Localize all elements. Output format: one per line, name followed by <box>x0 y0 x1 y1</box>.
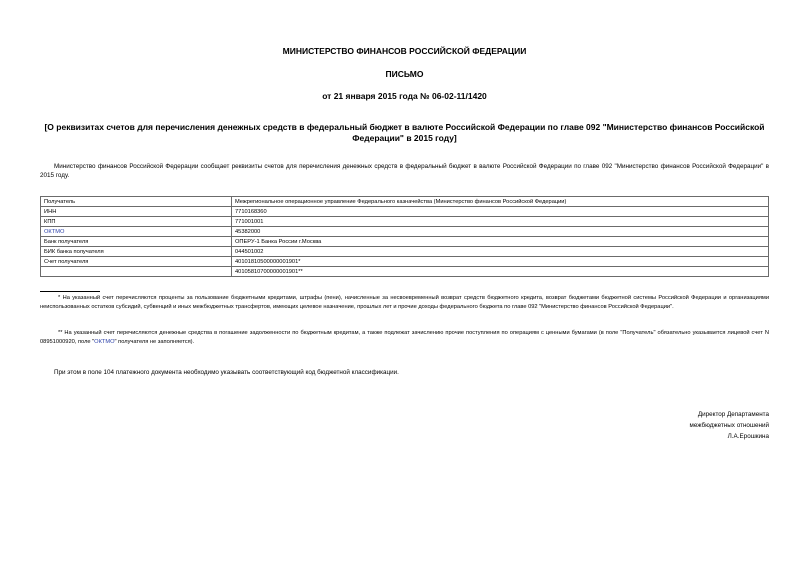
signature-name: Л.А.Ерошкина <box>727 433 769 440</box>
footnote-2 <box>40 329 769 346</box>
table-row <box>41 207 769 217</box>
footnote-divider <box>40 291 100 292</box>
oktmo-link[interactable]: ОКТМО <box>44 228 65 235</box>
row-value-bank: ОПЕРУ-1 Банка России г.Москва <box>232 237 769 247</box>
row-label-account: Счет получателя <box>41 257 232 267</box>
table-row <box>41 227 769 237</box>
row-value-kpp: 771001001 <box>232 217 769 227</box>
intro-paragraph: Министерство финансов Российской Федерации сообщает реквизиты счетов для перечисления денежных средств в федеральный бюджет в валюте Российской Федерации по главе 092 "Министерство финансов Российской Федерации" в 2015 году. <box>40 163 769 179</box>
document-subject: [О реквизитах счетов для перечисления денежных средств в федеральный бюджет в валюте Российской Федерации по главе 092 "Министерство финансов Российской Федерации" в 2015 году] <box>44 122 765 143</box>
signature-department: межбюджетных отношений <box>689 422 769 429</box>
table-row <box>41 197 769 207</box>
signature-position: Директор Департамента <box>697 411 769 418</box>
row-label-kpp: КПП <box>41 217 232 227</box>
row-value-bik: 044501002 <box>232 247 769 257</box>
table-row <box>41 257 769 267</box>
oktmo-footnote-link[interactable]: ОКТМО <box>94 338 115 345</box>
row-value-recipient: Межрегиональное операционное управление Федерального казначейства (Министерство финансов Российской Федерации) <box>232 197 769 207</box>
row-value-inn: 7710168360 <box>232 207 769 217</box>
ministry-heading: МИНИСТЕРСТВО ФИНАНСОВ РОССИЙСКОЙ ФЕДЕРАЦИИ <box>282 46 527 56</box>
footnote-1: * На указанный счет перечисляются проценты за пользование бюджетными кредитами, штрафы (пени), начисленные за несвоевременный возврат средств бюджетного кредита, возврат бюджетами бюджетной системы Российской Федерации и организациями неиспользованных остатков субсидий, субвенций и иных межбюджетных трансфертов, имеющих целевое назначение, прошлых лет и прочие доходы федерального бюджета по главе 092 "Министерство финансов Российской Федерации". <box>40 295 769 310</box>
row-label-bank: Банк получателя <box>41 237 232 247</box>
table-row <box>41 247 769 257</box>
row-value-account-2: 40105810700000001901** <box>232 267 769 277</box>
table-row <box>41 267 769 277</box>
budget-classification-note: При этом в поле 104 платежного документа необходимо указывать соответствующий код бюджетной классификации. <box>54 369 399 376</box>
row-label-recipient: Получатель <box>41 197 232 207</box>
row-label-inn: ИНН <box>41 207 232 217</box>
requisites-table <box>40 196 769 277</box>
row-label-empty <box>41 267 232 277</box>
document-page <box>40 0 769 571</box>
row-value-oktmo: 45382000 <box>232 227 769 237</box>
document-date-number: от 21 января 2015 года № 06-02-11/1420 <box>322 91 487 101</box>
table-row <box>41 217 769 227</box>
table-row <box>41 237 769 247</box>
document-type-heading: ПИСЬМО <box>385 69 424 79</box>
footnote-2-text-end: " получателя не заполняется). <box>114 338 195 345</box>
row-label-bik: БИК банка получателя <box>41 247 232 257</box>
footnote-2-text-start: ** На указанный счет перечисляются денежные средства в погашение задолженности по бюджетным кредитам, а также подлежат зачислению прочие поступления по операциям с ценными бумагами (в поле "Получатель" обязательно указывается лицевой счет N 08951000920, поле " <box>40 330 769 345</box>
row-value-account-1: 40101810500000001901* <box>232 257 769 267</box>
